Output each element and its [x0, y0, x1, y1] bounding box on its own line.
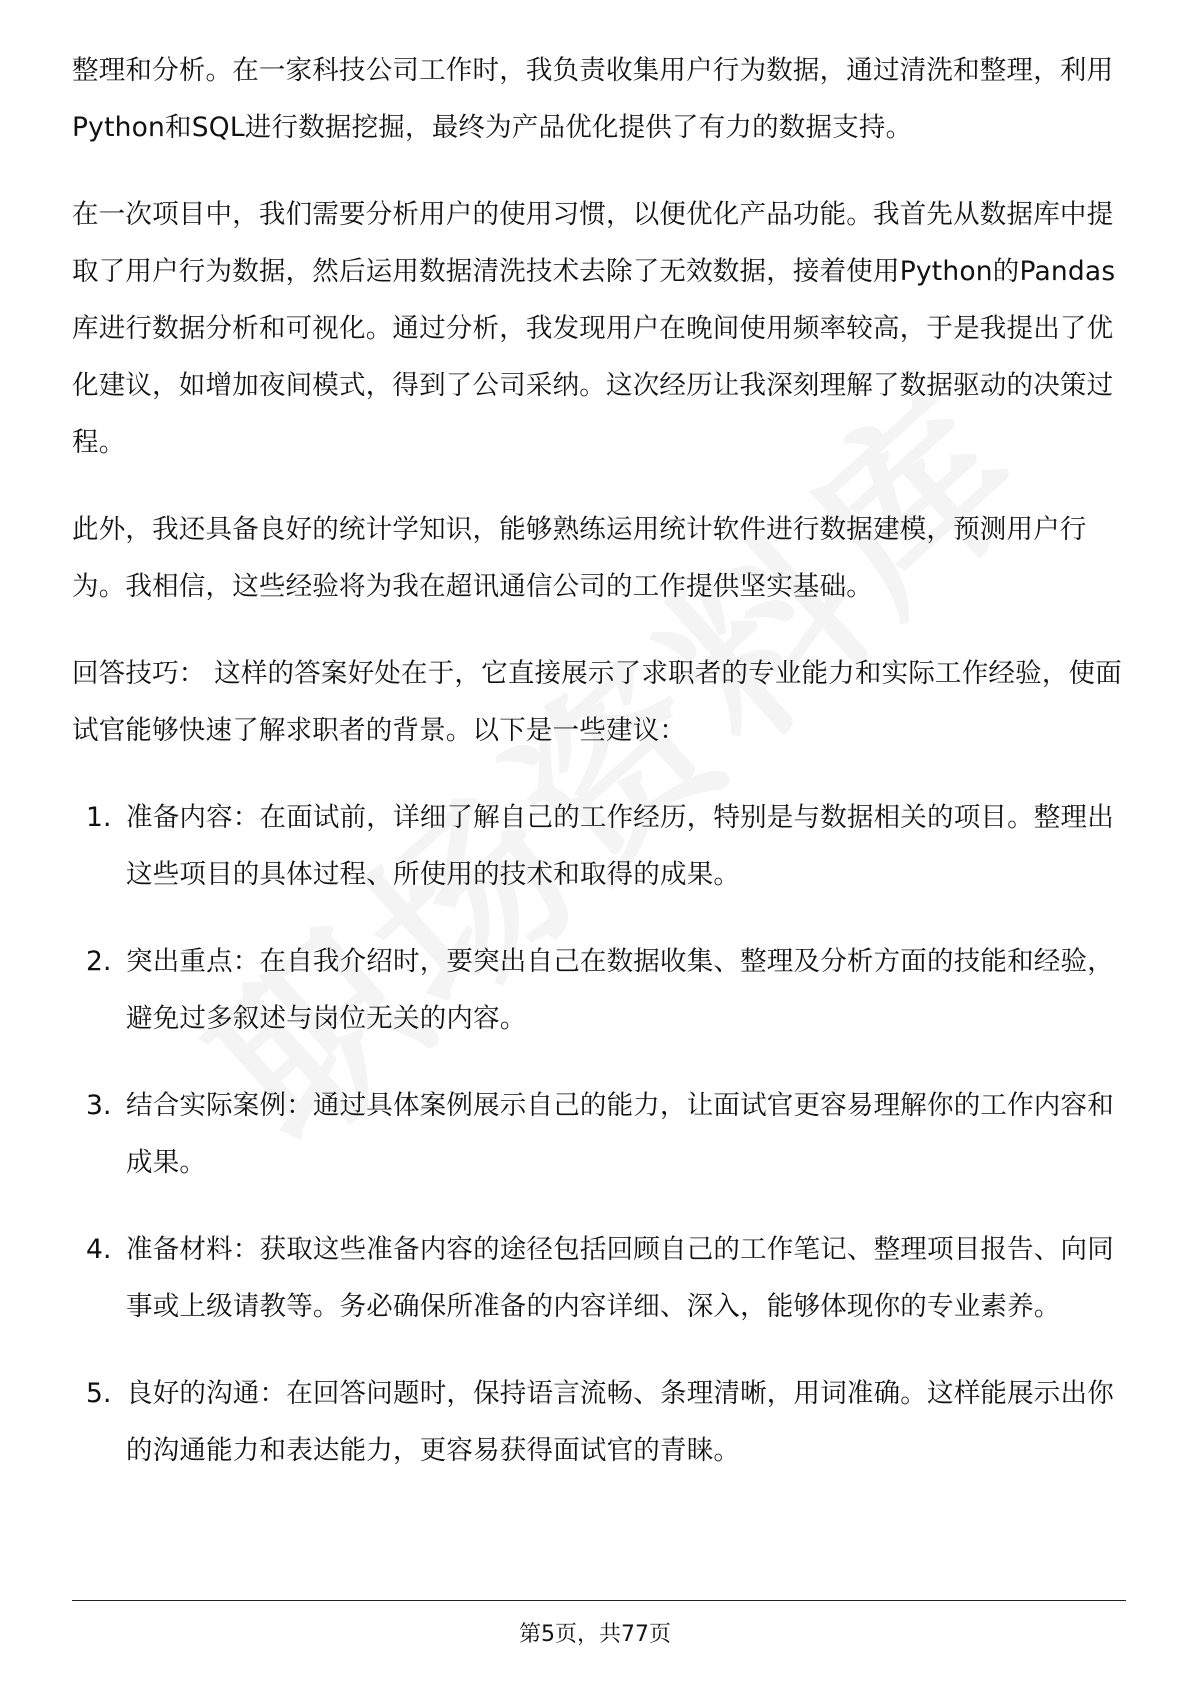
paragraph-2: 在一次项目中，我们需要分析用户的使用习惯，以便优化产品功能。我首先从数据库中提取了用户行为数据，然后运用数据清洗技术去除了无效数据，接着使用Python的Pandas库进行数据分析和可视化。通过分析，我发现用户在晚间使用频率较高，于是我提出了优化建议，如增加夜间模式，得到了公司采纳。这次经历让我深刻理解了数据驱动的决策过程。 — [72, 199, 1116, 458]
list-item — [72, 789, 1122, 903]
document-body — [72, 42, 1122, 1509]
tips-list — [72, 789, 1122, 1479]
list-item-number: 5. — [86, 1378, 112, 1409]
footer-divider — [72, 1600, 1126, 1601]
list-item-text: 准备材料：获取这些准备内容的途径包括回顾自己的工作笔记、整理项目报告、向同事或上级请教等。务必确保所准备的内容详细、深入，能够体现你的专业素养。 — [126, 1234, 1114, 1322]
list-item-text: 准备内容：在面试前，详细了解自己的工作经历，特别是与数据相关的项目。整理出这些项目的具体过程、所使用的技术和取得的成果。 — [126, 802, 1114, 890]
list-item-text: 突出重点：在自我介绍时，要突出自己在数据收集、整理及分析方面的技能和经验，避免过多叙述与岗位无关的内容。 — [126, 946, 1114, 1034]
list-item-text: 良好的沟通：在回答问题时，保持语言流畅、条理清晰，用词准确。这样能展示出你的沟通能力和表达能力，更容易获得面试官的青睐。 — [126, 1378, 1114, 1466]
list-item — [72, 1365, 1122, 1479]
list-item — [72, 1221, 1122, 1335]
answer-tips-intro: 回答技巧： 这样的答案好处在于，它直接展示了求职者的专业能力和实际工作经验，使面试官能够快速了解求职者的背景。以下是一些建议： — [72, 658, 1122, 746]
list-item-text: 结合实际案例：通过具体案例展示自己的能力，让面试官更容易理解你的工作内容和成果。 — [126, 1090, 1114, 1178]
list-item-number: 1. — [86, 802, 112, 833]
list-item-number: 2. — [86, 946, 112, 977]
paragraph-1: 整理和分析。在一家科技公司工作时，我负责收集用户行为数据，通过清洗和整理，利用Python和SQL进行数据挖掘，最终为产品优化提供了有力的数据支持。 — [72, 55, 1114, 143]
page-number: 第5页，共77页 — [519, 1622, 671, 1647]
list-item — [72, 933, 1122, 1047]
list-item-number: 4. — [86, 1234, 112, 1265]
list-item-number: 3. — [86, 1090, 112, 1121]
list-item — [72, 1077, 1122, 1191]
paragraph-3: 此外，我还具备良好的统计学知识，能够熟练运用统计软件进行数据建模，预测用户行为。我相信，这些经验将为我在超讯通信公司的工作提供坚实基础。 — [72, 514, 1087, 602]
